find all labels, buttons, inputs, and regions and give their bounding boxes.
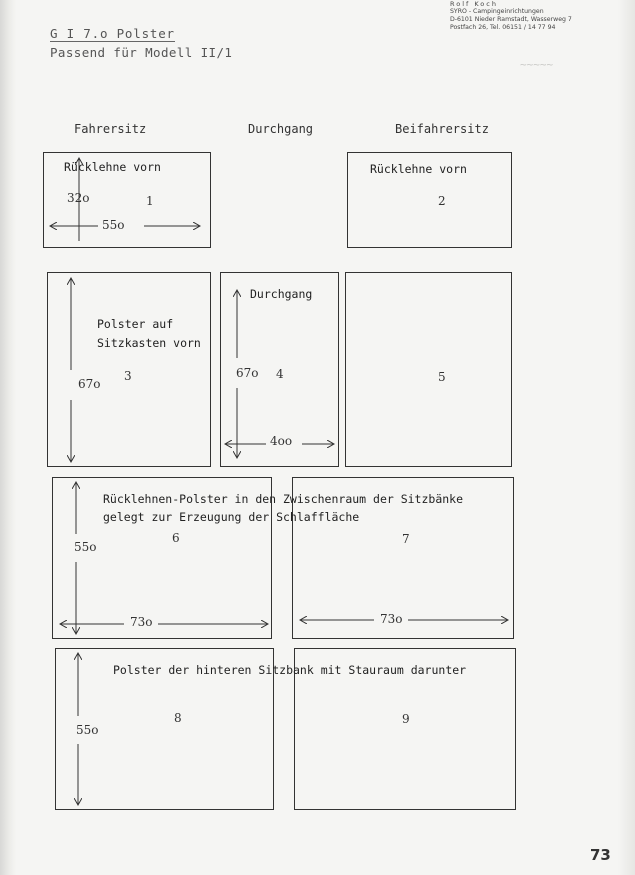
panel-6-height-dimension: 55o (74, 540, 97, 554)
panel-2-number: 2 (438, 194, 446, 208)
panel-8-height-dimension: 55o (76, 723, 99, 737)
panel-3-height-dimension: 67o (78, 377, 101, 391)
panel-4-number: 4 (276, 367, 284, 381)
page-subtitle: Passend für Modell II/1 (50, 45, 233, 60)
rear-note: Polster der hinteren Sitzbank mit Stauraum darunter (113, 663, 467, 677)
stamp-line: D-6101 Nieder Ramstadt, Wasserweg 7 (450, 16, 572, 23)
page-title: G I 7.o Polster (50, 26, 175, 41)
panel-1-width-dimension: 55o (102, 218, 125, 232)
panel-4-width-dimension: 4oo (270, 434, 293, 448)
panel-1-number: 1 (146, 194, 154, 208)
panel-3-label-line: Sitzkasten vorn (97, 336, 201, 350)
stamp-name: Rolf Koch (450, 0, 498, 8)
panel-4-height-dimension: 67o (236, 366, 259, 380)
panel-7-number: 7 (402, 532, 410, 546)
panel-9-number: 9 (402, 712, 410, 726)
panel-5-number: 5 (438, 370, 446, 384)
middle-note-line: Rücklehnen-Polster in den Zwischenraum der Sitzbänke (103, 492, 464, 506)
stamp-line: SYRO - Campingeinrichtungen (450, 8, 544, 15)
column-heading-driver-seat: Fahrersitz (74, 122, 147, 136)
panel-1-height-dimension: 32o (67, 191, 90, 205)
panel-2-label: Rücklehne vorn (370, 162, 467, 176)
page-number: 73 (590, 846, 611, 864)
column-heading-aisle: Durchgang (248, 122, 314, 136)
panel-1-label: Rücklehne vorn (64, 160, 161, 174)
panel-8-number: 8 (174, 711, 182, 725)
panel-7-width-dimension: 73o (380, 612, 403, 626)
panel-6-number: 6 (172, 531, 180, 545)
middle-note-line: gelegt zur Erzeugung der Schlaffläche (103, 510, 360, 524)
panel-3-label-line: Polster auf (97, 317, 174, 331)
panel-4-label: Durchgang (250, 287, 313, 301)
bleed-through-lines: ~~~~~ (520, 58, 554, 71)
panel-6-width-dimension: 73o (130, 615, 153, 629)
panel-3-number: 3 (124, 369, 132, 383)
column-heading-passenger-seat: Beifahrersitz (395, 122, 489, 136)
stamp-line: Postfach 26, Tel. 06151 / 14 77 94 (450, 24, 556, 31)
